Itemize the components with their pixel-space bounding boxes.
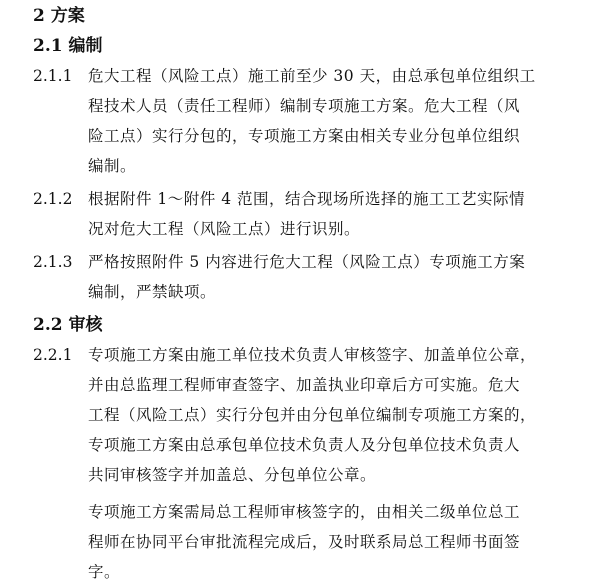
item-number-2-1-1: 2.1.1 [33, 67, 73, 85]
paragraph-line: 危大工程（风险工点）施工前至少 30 天，由总承包单位组织工 [88, 67, 536, 85]
paragraph-line: 工程（风险工点）实行分包并由分包单位编制专项施工方案的， [88, 406, 537, 424]
paragraph-line: 字。 [88, 563, 121, 581]
section-title: 2 方案 [33, 6, 85, 26]
paragraph-line: 况对危大工程（风险工点）进行识别。 [88, 220, 361, 238]
heading-review: 2.2 审核 [33, 315, 103, 335]
paragraph-line: 险工点）实行分包的，专项施工方案由相关专业分包单位组织 [88, 127, 521, 145]
paragraph-line: 专项施工方案由总承包单位技术负责人及分包单位技术负责人 [88, 436, 521, 454]
paragraph-line: 编制。 [88, 157, 137, 175]
paragraph-line: 专项施工方案由施工单位技术负责人审核签字、加盖单位公章， [88, 346, 537, 364]
paragraph-line: 专项施工方案需局总工程师审核签字的，由相关二级单位总工 [88, 503, 521, 521]
paragraph-line: 严格按照附件 5 内容进行危大工程（风险工点）专项施工方案 [88, 253, 526, 271]
heading-compile: 2.1 编制 [33, 36, 103, 56]
item-number-2-1-2: 2.1.2 [33, 190, 73, 208]
paragraph-line: 共同审核签字并加盖总、分包单位公章。 [88, 466, 377, 484]
paragraph-line: 根据附件 1～附件 4 范围，结合现场所选择的施工工艺实际情 [88, 190, 526, 208]
paragraph-line: 并由总监理工程师审查签字、加盖执业印章后方可实施。危大 [88, 376, 521, 394]
paragraph-line: 程师在协同平台审批流程完成后，及时联系局总工程师书面签 [88, 533, 521, 551]
item-number-2-2-1: 2.2.1 [33, 346, 73, 364]
item-number-2-1-3: 2.1.3 [33, 253, 73, 271]
paragraph-line: 编制，严禁缺项。 [88, 283, 217, 301]
paragraph-line: 程技术人员（责任工程师）编制专项施工方案。危大工程（风 [88, 97, 521, 115]
